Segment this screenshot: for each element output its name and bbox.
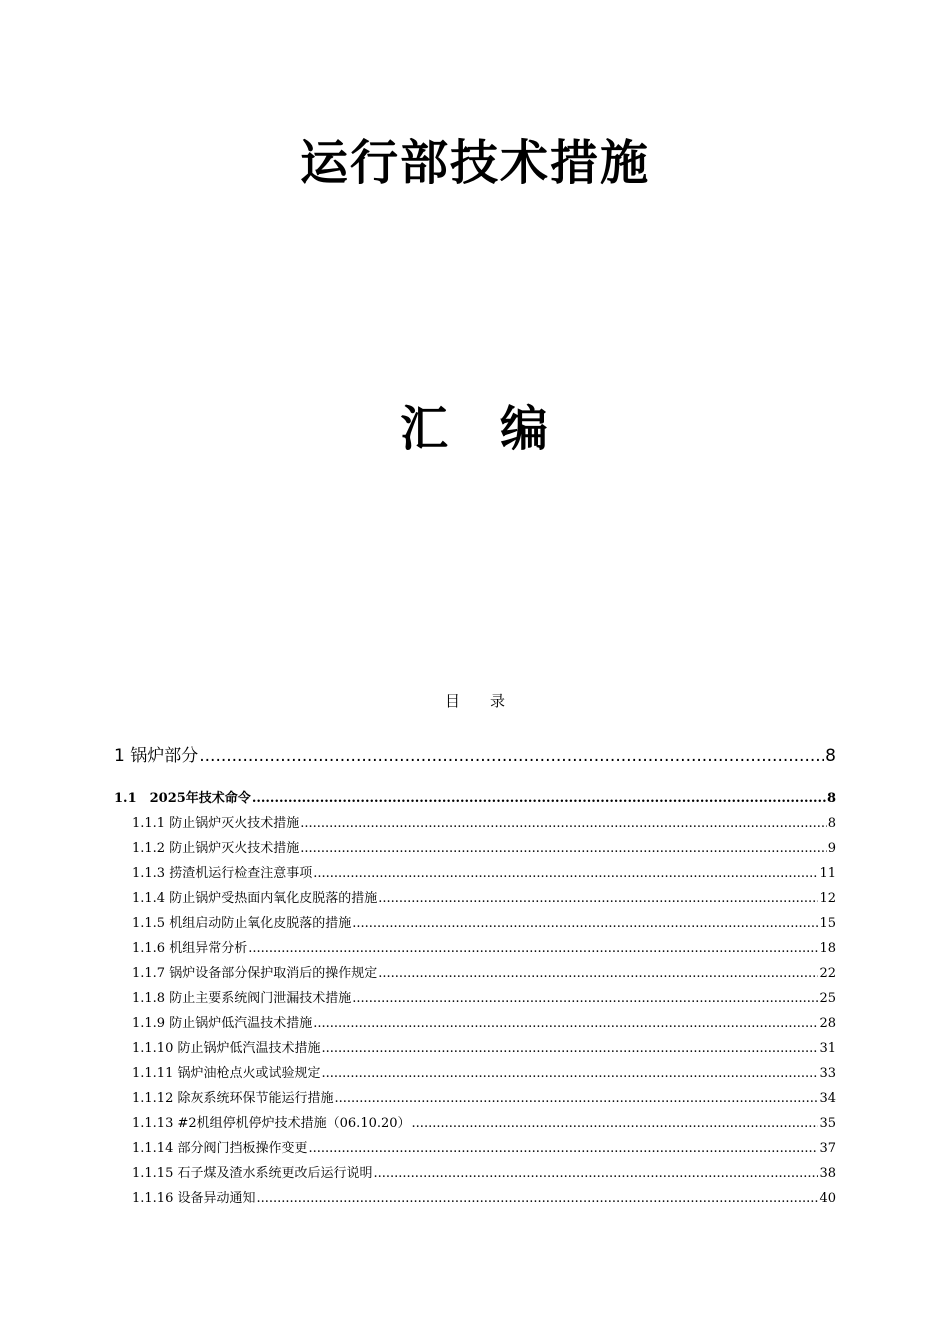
toc-entry-label: 1.1.15 石子煤及渣水系统更改后运行说明: [132, 1166, 373, 1181]
toc-leader-dots: [378, 964, 818, 984]
toc-entry-label: 1.1.2 防止锅炉灭火技术措施: [132, 841, 300, 856]
toc-entry-label: 1.1.9 防止锅炉低汽温技术措施: [132, 1016, 313, 1031]
toc-entry-page: 8: [825, 746, 836, 766]
toc-entry[interactable]: [132, 964, 836, 984]
toc-entry-label: 1.1.3 捞渣机运行检查注意事项: [132, 866, 313, 881]
toc-entry[interactable]: [132, 889, 836, 909]
toc-entry-page: 25: [819, 991, 836, 1006]
toc-leader-dots: [321, 1064, 818, 1084]
toc-entry[interactable]: [132, 1064, 836, 1084]
toc-entry[interactable]: [132, 989, 836, 1009]
toc-entry[interactable]: [132, 1089, 836, 1109]
toc-leader-dots: [378, 889, 818, 909]
toc-entry-label: 1.1.1 防止锅炉灭火技术措施: [132, 816, 300, 831]
toc-entry[interactable]: [132, 1114, 836, 1134]
toc-entry-page: 22: [819, 966, 836, 981]
toc-entry-label: 1.1.7 锅炉设备部分保护取消后的操作规定: [132, 966, 378, 981]
toc-leader-dots: [300, 839, 827, 859]
toc-entry-label: 1.1.14 部分阀门挡板操作变更: [132, 1141, 308, 1156]
toc-leader-dots: [252, 789, 826, 809]
toc-entry-page: 18: [819, 941, 836, 956]
toc-entry-page: 33: [819, 1066, 836, 1081]
toc-entry-label: 1.1.5 机组启动防止氧化皮脱落的措施: [132, 916, 352, 931]
document-title: 运行部技术措施: [299, 135, 650, 191]
toc-entry-label: 1.1.10 防止锅炉低汽温技术措施: [132, 1041, 321, 1056]
toc-entry-level1[interactable]: [114, 743, 836, 769]
toc-entry[interactable]: [132, 839, 836, 859]
toc-entry[interactable]: [132, 864, 836, 884]
toc-entry-label: 1 锅炉部分: [114, 746, 199, 766]
toc-entry-page: 8: [827, 816, 836, 831]
toc-entry-label: 1.1.13 #2机组停机停炉技术措施（06.10.20）: [132, 1116, 411, 1131]
toc-leader-dots: [248, 939, 818, 959]
toc-entry-page: 11: [819, 866, 836, 881]
toc-leader-dots: [308, 1139, 818, 1159]
toc-entry-page: 37: [819, 1141, 836, 1156]
toc-entry-page: 34: [819, 1091, 836, 1106]
toc-entry-page: 40: [819, 1191, 836, 1206]
toc-leader-dots: [352, 914, 818, 934]
toc-entry-page: 8: [826, 791, 836, 806]
toc-leader-dots: [373, 1164, 818, 1184]
toc-entry-label: 1.1.11 锅炉油枪点火或试验规定: [132, 1066, 321, 1081]
toc-entry-label: 1.1.12 除灰系统环保节能运行措施: [132, 1091, 334, 1106]
toc-entry-page: 35: [819, 1116, 836, 1131]
toc-entry[interactable]: [132, 1039, 836, 1059]
toc-leader-dots: [313, 1014, 818, 1034]
toc-entry[interactable]: [132, 1164, 836, 1184]
toc-entry-page: 12: [819, 891, 836, 906]
toc-entry-page: 28: [819, 1016, 836, 1031]
toc-entry-page: 31: [819, 1041, 836, 1056]
toc-leader-dots: [352, 989, 818, 1009]
toc-leader-dots: [412, 1114, 819, 1134]
toc-entry[interactable]: [132, 1189, 836, 1209]
toc-entry[interactable]: [132, 814, 836, 834]
toc-entry-page: 15: [819, 916, 836, 931]
toc-entry[interactable]: [132, 1139, 836, 1159]
toc-entry-label: 1.1.16 设备异动通知: [132, 1191, 256, 1206]
toc-entry-label: 1.1.4 防止锅炉受热面内氧化皮脱落的措施: [132, 891, 378, 906]
toc-entry-label: 1.1.8 防止主要系统阀门泄漏技术措施: [132, 991, 352, 1006]
toc-entry-label: 1.1.6 机组异常分析: [132, 941, 248, 956]
toc-leader-dots: [321, 1039, 818, 1059]
toc-entry[interactable]: [132, 1014, 836, 1034]
toc-leader-dots: [256, 1189, 818, 1209]
toc-entry-label: 1.1 2025年技术命令: [114, 791, 251, 806]
toc-entry-page: 38: [819, 1166, 836, 1181]
document-subtitle: 汇 编: [399, 401, 550, 457]
toc-entry[interactable]: [132, 939, 836, 959]
toc-leader-dots: [334, 1089, 818, 1109]
toc-leader-dots: [199, 743, 824, 769]
toc-leader-dots: [300, 814, 827, 834]
toc-entry-level2[interactable]: [114, 789, 836, 809]
toc-heading: 目 录: [444, 692, 505, 710]
toc-entry[interactable]: [132, 914, 836, 934]
toc-leader-dots: [313, 864, 818, 884]
toc-entry-page: 9: [827, 841, 836, 856]
